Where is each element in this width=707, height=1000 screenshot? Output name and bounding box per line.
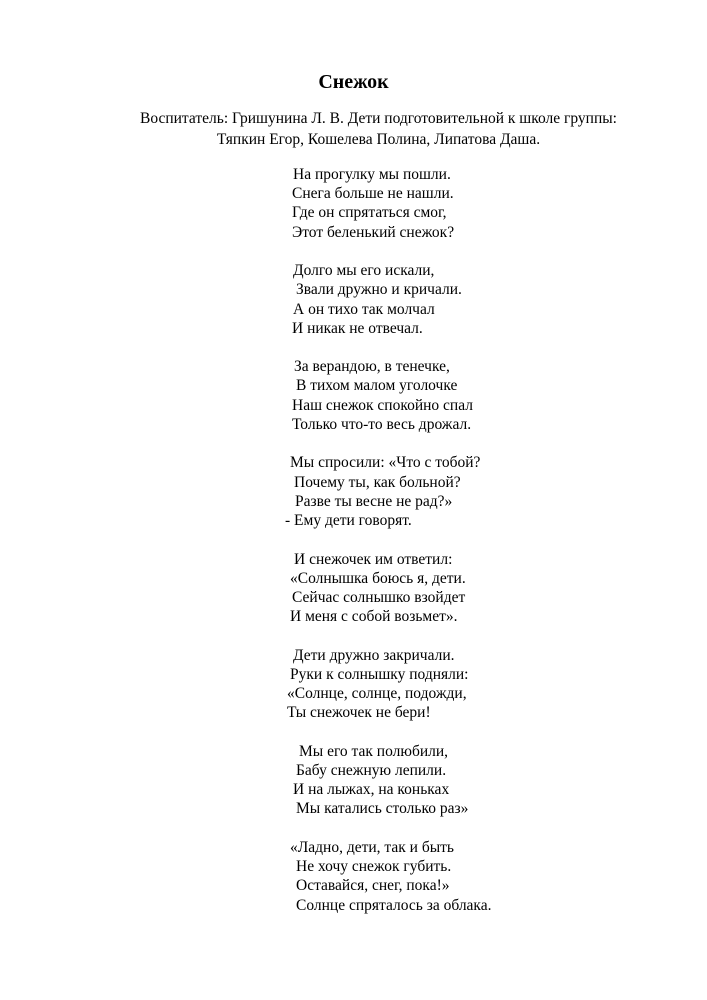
poem-line: А он тихо так молчал [293,300,435,318]
poem-line: И снежочек им ответил: [294,550,453,568]
stanza-3 [0,357,707,434]
poem-line: И на лыжах, на коньках [293,781,450,799]
poem-line: Руки к солнышку подняли: [290,665,469,683]
poem-line: Мы катались столько раз» [296,800,469,818]
byline-line-1: Воспитатель: Гришунина Л. В. Дети подготовительной к школе группы: [139,110,617,127]
poem-line: Не хочу снежок губить. [296,858,452,876]
stanza-6 [0,646,707,723]
poem-line: Оставайся, снег, пока!» [296,877,450,895]
poem-line: Почему ты, как больной? [294,473,461,491]
poem-line: Солнце спряталось за облака. [296,896,492,914]
poem-line: На прогулку мы пошли. [293,166,451,183]
poem-line: Разве ты весне не рад?» [295,492,453,510]
poem-line: В тихом малом уголочке [296,377,458,395]
poem-line: Этот беленький снежок? [292,223,455,241]
poem-line: Мы его так полюбили, [299,742,449,760]
poem-line: Сейчас солнышко взойдет [292,588,466,606]
poem-line: Где он спрятаться смог, [292,204,447,222]
poem-line: Наш снежок спокойно спал [292,396,473,414]
poem-title: Снежок [318,71,389,93]
poem-line: - Ему дети говорят. [285,511,412,529]
stanza-1 [0,165,707,242]
poem-line: Бабу снежную лепили. [296,762,447,780]
poem-line: И никак не отвечал. [292,319,423,337]
stanza-5 [0,550,707,627]
byline [0,108,707,150]
poem-line: Только что-то весь дрожал. [292,415,472,433]
poem-line: Звали дружно и кричали. [296,281,462,299]
poem-line: «Солнышка боюсь я, дети. [290,569,466,587]
poem-line: Снега больше не нашли. [292,185,454,203]
stanza-4 [0,453,707,530]
poem-body [0,165,707,934]
poem-line: И меня с собой возьмет». [290,608,458,626]
poem-line: Долго мы его искали, [293,262,435,280]
poem-line: Дети дружно закричали. [293,646,455,664]
stanza-7 [0,742,707,819]
byline-line-2: Тяпкин Егор, Кошелева Полина, Липатова Даша. [216,131,541,148]
poem-line: «Солнце, солнце, подожди, [287,685,467,703]
poem-line: Ты снежочек не бери! [287,704,431,722]
poem-line: «Ладно, дети, так и быть [290,838,454,856]
poem-line: Мы спросили: «Что с тобой? [290,454,481,472]
poem-line: За верандою, в тенечке, [294,358,450,376]
stanza-8 [0,838,707,915]
stanza-2 [0,261,707,338]
